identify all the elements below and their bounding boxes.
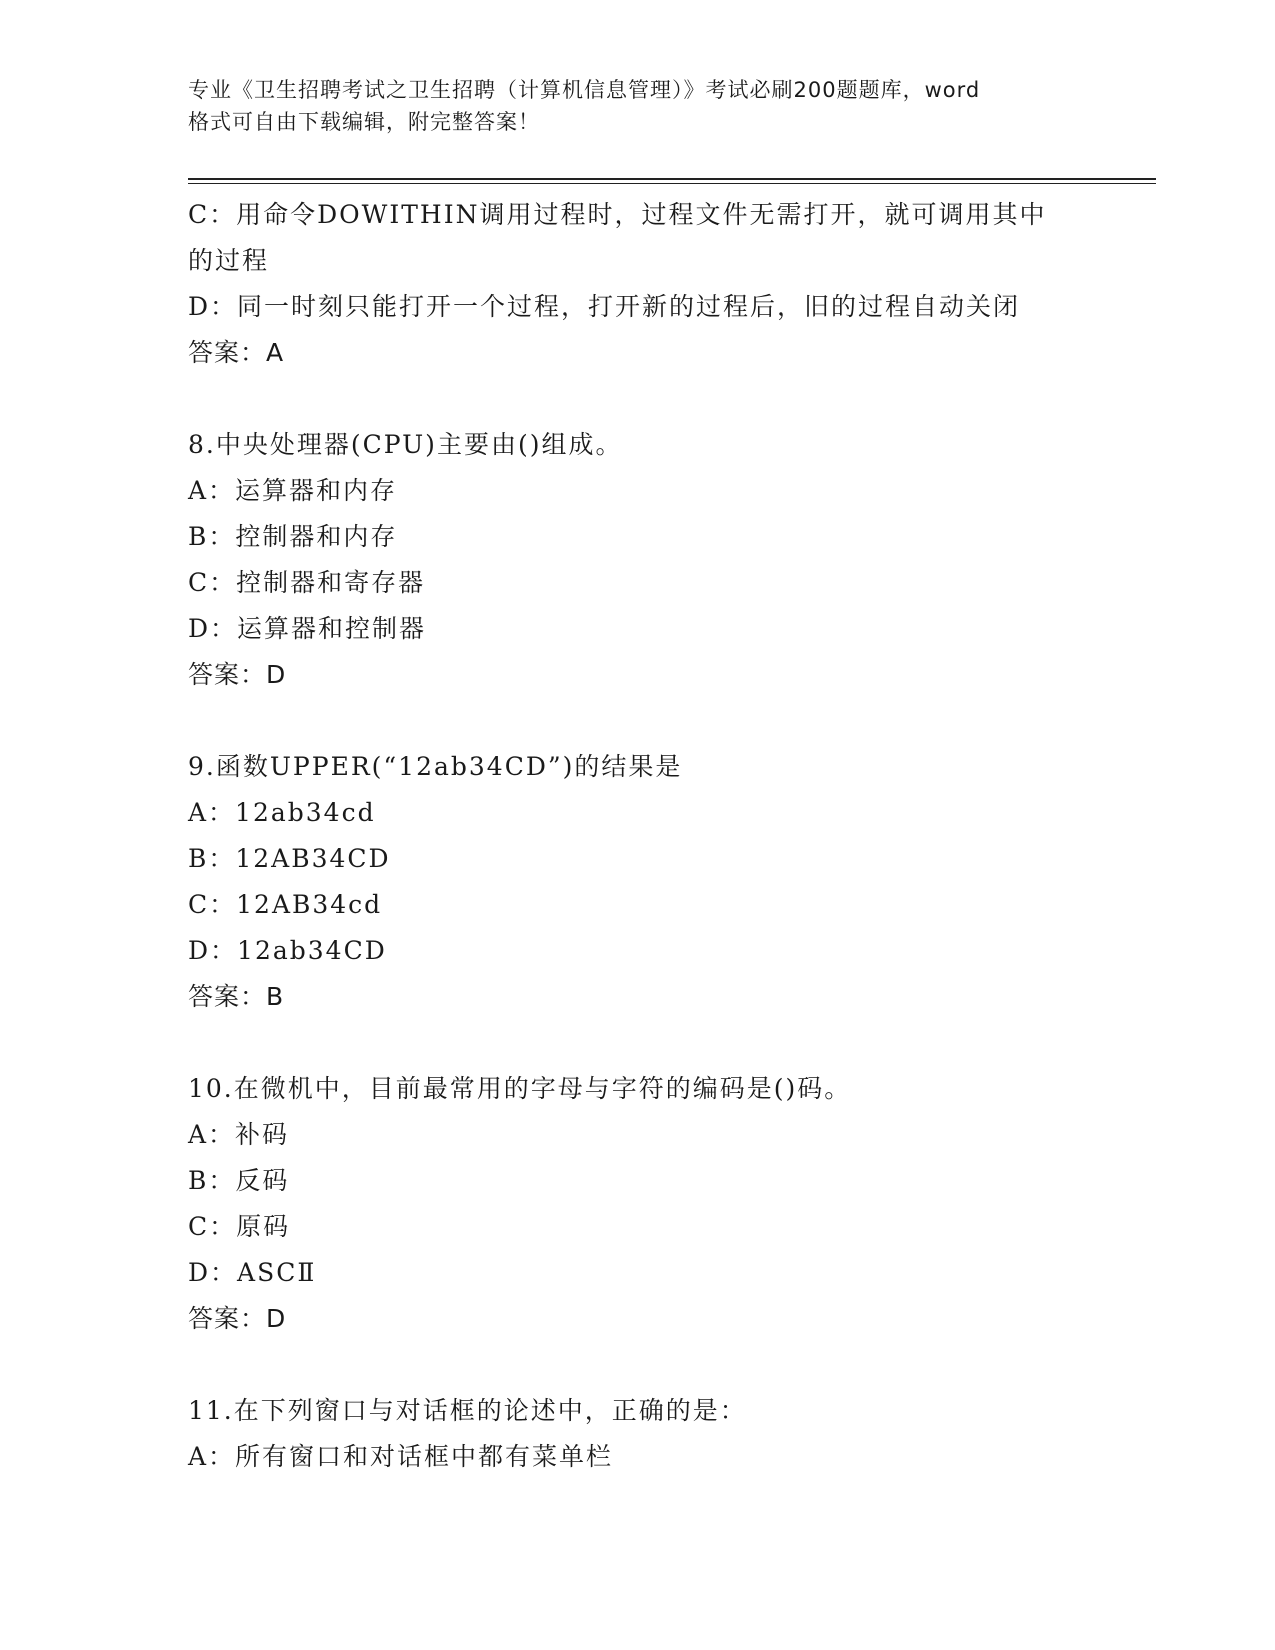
option-d: D：12ab34CD [188,936,387,965]
option-c: C：控制器和寄存器 [188,568,426,597]
question-block [188,744,1088,1020]
option-a: A：运算器和内存 [188,476,398,505]
answer-line: 答案：D [188,660,287,689]
option-a: A：补码 [188,1120,290,1149]
header-divider-thick [188,178,1156,180]
option-c: C：原码 [188,1212,291,1241]
header-title-line2: 格式可自由下载编辑，附完整答案！ [188,110,540,134]
question-list [188,192,1088,1480]
option-c: C：用命令DOWITHIN调用过程时，过程文件无需打开，就可调用其中 [188,200,1047,229]
option-b: B：反码 [188,1166,290,1195]
option-a: A：12ab34cd [188,798,376,827]
option-b: B：控制器和内存 [188,522,398,551]
question-text: 8.中央处理器(CPU)主要由()组成。 [188,430,623,459]
option-c-continued: 的过程 [188,246,270,275]
answer-line: 答案：A [188,338,285,367]
option-c: C：12AB34cd [188,890,383,919]
answer-line: 答案：B [188,982,285,1011]
option-b: B：12AB34CD [188,844,391,873]
question-block [188,422,1088,698]
question-text: 9.函数UPPER(“12ab34CD”)的结果是 [188,752,683,781]
question-block [188,1066,1088,1342]
header-divider-thin [188,183,1156,184]
document-header [188,74,1088,138]
header-title-line1: 专业《卫生招聘考试之卫生招聘（计算机信息管理）》考试必刷200题题库，word [188,78,981,102]
option-a: A：所有窗口和对话框中都有菜单栏 [188,1442,614,1471]
question-text: 11.在下列窗口与对话框的论述中，正确的是： [188,1396,747,1425]
question-block [188,1388,1088,1480]
option-d: D：ASCⅡ [188,1258,317,1287]
question-text: 10.在微机中，目前最常用的字母与字符的编码是()码。 [188,1074,852,1103]
option-d: D：同一时刻只能打开一个过程，打开新的过程后，旧的过程自动关闭 [188,292,1021,321]
option-d: D：运算器和控制器 [188,614,427,643]
answer-line: 答案：D [188,1304,287,1333]
